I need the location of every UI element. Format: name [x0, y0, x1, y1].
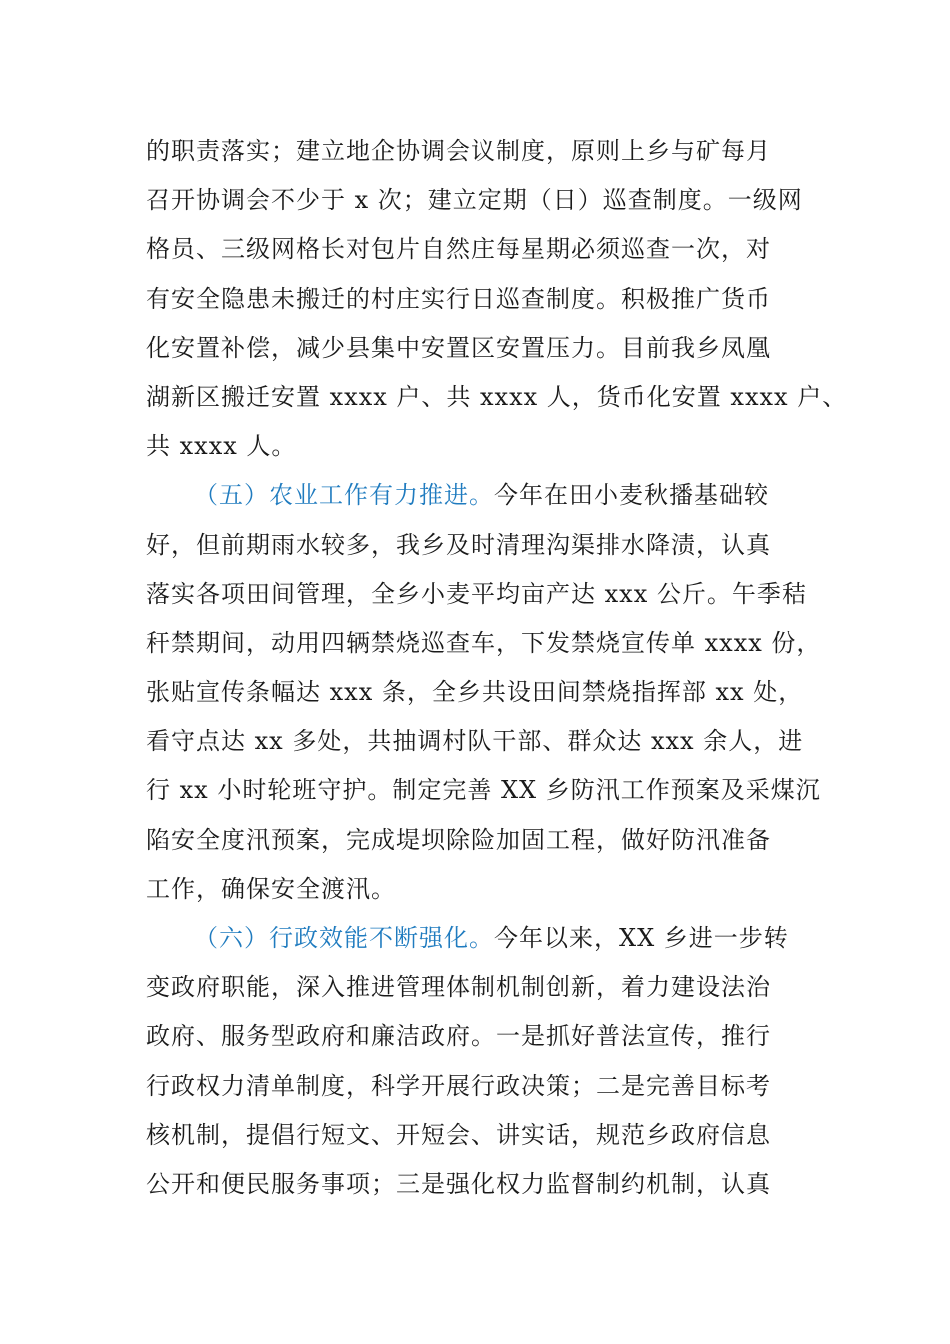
- text-line: 工作，确保安全渡汛。: [146, 874, 396, 903]
- text-line: 公开和便民服务事项；三是强化权力监督制约机制，认真: [146, 1169, 771, 1198]
- body-text: [146, 127, 848, 1209]
- text-line: 秆禁期间，动用四辆禁烧巡查车，下发禁烧宣传单 xxxx 份，: [146, 628, 822, 657]
- text-run: 今年以来，XX 乡进一步转: [494, 924, 789, 952]
- text-run: 今年在田小麦秋播基础较: [494, 481, 769, 510]
- text-line: 变政府职能，深入推进管理体制机制创新，着力建设法治: [146, 973, 771, 1002]
- paragraph-continuation: [146, 127, 848, 471]
- text-line: 有安全隐患未搬迁的村庄实行日巡查制度。积极推广货币: [146, 284, 771, 313]
- text-line: 共 xxxx 人。: [146, 432, 297, 461]
- text-line: 化安置补偿，减少县集中安置区安置压力。目前我乡凤凰: [146, 333, 771, 362]
- text-line: 好，但前期雨水较多，我乡及时清理沟渠排水降渍，认真: [146, 530, 771, 559]
- paragraph-first-line: [146, 914, 826, 963]
- text-line: 召开协调会不少于 x 次；建立定期（日）巡查制度。一级网: [146, 186, 803, 215]
- section-heading-6: （六）行政效能不断强化。: [194, 924, 494, 952]
- text-line: 的职责落实；建立地企协调会议制度，原则上乡与矿每月: [146, 137, 771, 165]
- text-line: 行 xx 小时轮班守护。制定完善 XX 乡防汛工作预案及采煤沉: [146, 776, 821, 805]
- text-line: 落实各项田间管理，全乡小麦平均亩产达 xxx 公斤。午季秸: [146, 579, 807, 608]
- text-line: 格员、三级网格长对包片自然庄每星期必须巡查一次，对: [146, 235, 771, 264]
- text-line: 看守点达 xx 多处，共抽调村队干部、群众达 xxx 余人，进: [146, 727, 804, 756]
- paragraph-agriculture: [146, 471, 826, 914]
- text-line: 行政权力清单制度，科学开展行政决策；二是完善目标考: [146, 1071, 771, 1100]
- text-line: 陷安全度汛预案，完成堤坝除险加固工程，做好防汛准备: [146, 825, 771, 854]
- paragraph-administration: [146, 914, 826, 1209]
- text-line: 张贴宣传条幅达 xxx 条，全乡共设田间禁烧指挥部 xx 处，: [146, 678, 804, 707]
- text-line: 湖新区搬迁安置 xxxx 户、共 xxxx 人，货币化安置 xxxx 户、: [146, 382, 848, 411]
- paragraph-first-line: [146, 471, 826, 520]
- text-line: 政府、服务型政府和廉洁政府。一是抓好普法宣传，推行: [146, 1022, 771, 1051]
- section-heading-5: （五）农业工作有力推进。: [194, 481, 494, 510]
- text-line: 核机制，提倡行短文、开短会、讲实话，规范乡政府信息: [146, 1120, 771, 1149]
